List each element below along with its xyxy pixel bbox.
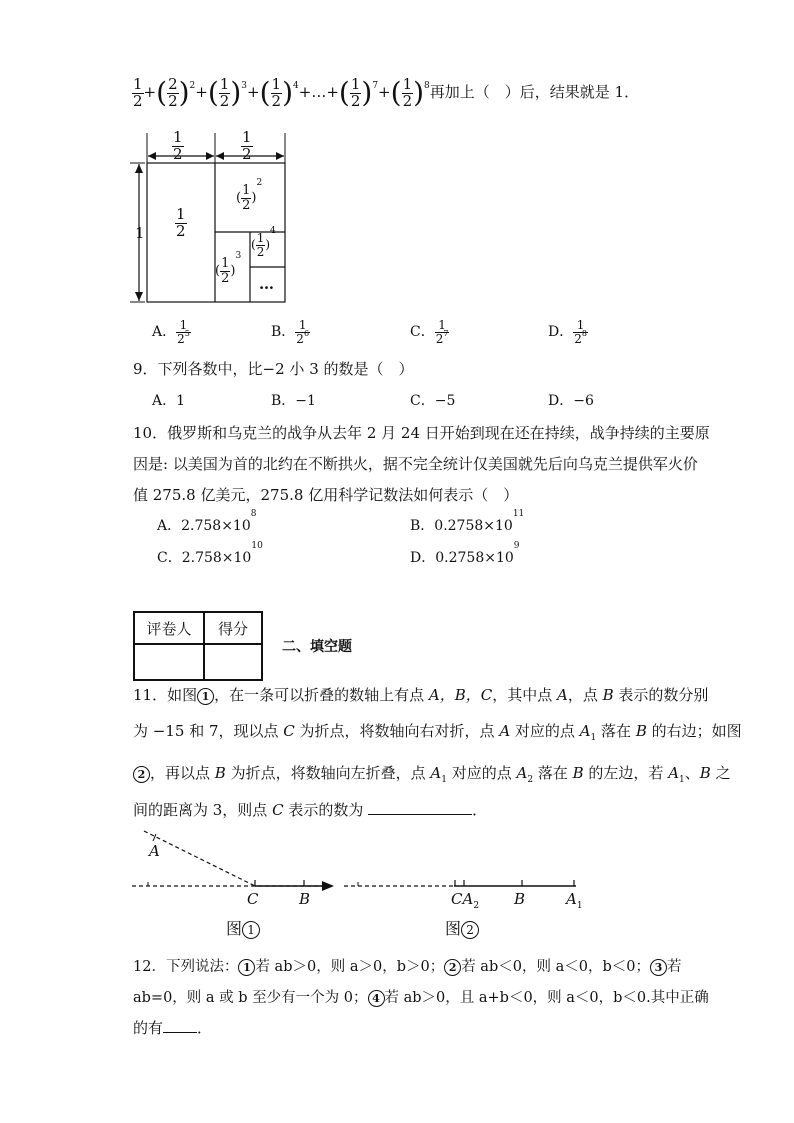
q8-option-b[interactable]: B． $\frac{1}{2^6}$	[271, 317, 310, 346]
fig2-caption: 图 2	[445, 916, 479, 939]
q11-answer-blank[interactable]	[368, 800, 472, 815]
fig1-label-a: A	[149, 842, 160, 860]
fig2-label-a1: $A_1$	[566, 890, 583, 911]
fig1-label-b: B	[299, 890, 311, 908]
q9-option-d[interactable]: D．−6	[548, 393, 594, 409]
q12-line-3: 的有 ．	[133, 1019, 213, 1037]
fig-top-label-right: $\frac{1}{2}$	[242, 128, 252, 163]
score-value-cell[interactable]	[204, 644, 262, 680]
q11-line-3: 2 ，再以点 B 为折点，将数轴向左折叠，点 $A_1$ 对应的点 $A_2$ 落在 B 的左边，若 $A_1$、B 之	[133, 762, 731, 785]
score-header-grader: 评卷人	[134, 612, 204, 644]
q11-line-2: 为 −15 和 7，现以点 C 为折点，将数轴向右对折，点 A 对应的点 $A_1$ 落在 B 的右边；如图	[133, 722, 742, 743]
q8-option-a[interactable]: A． $\frac{1}{2^5}$	[152, 317, 190, 346]
q10-line-3: 值 275.8 亿美元，275.8 亿用科学记数法如何表示（ ）	[133, 486, 519, 504]
fig-cell3-label: ( $\frac{1}{2}$ )$^3$	[215, 251, 242, 286]
q12-line-1: 12．下列说法： 1 若 ab＞0，则 a＞0，b＞0； 2 若 ab＜0，则 a＜0，b＜0； 3 若	[133, 959, 682, 975]
q11-figure-1	[128, 826, 343, 911]
fig-cell2-label: ( $\frac{1}{2}$ )$^2$	[236, 178, 263, 213]
fig-cell4-label: ( $\frac{1}{2}$ )$^4$	[251, 226, 276, 259]
score-grader-cell[interactable]	[134, 644, 204, 680]
q10-line-1: 10．俄罗斯和乌克兰的战争从去年 2 月 24 日开始到现在还在持续，战争持续的主要原	[133, 424, 710, 442]
q9-option-b[interactable]: B．−1	[271, 393, 316, 409]
score-table	[133, 611, 263, 681]
fig1-label-c: C	[247, 890, 259, 908]
q9-option-c[interactable]: C．−5	[410, 393, 456, 409]
q11-line-1: 11．如图 1 ，在一条可以折叠的数轴上有点 A，B，C，其中点 A，点 B 表示的数分别	[133, 686, 709, 704]
fig2-label-ca2: $CA_2$	[451, 890, 480, 911]
q8-option-c[interactable]: C． $\frac{1}{2^7}$	[410, 317, 449, 346]
q10-option-b[interactable]: B．$0.2758\times 10^{11}$	[410, 509, 525, 534]
fig1-caption: 图 1	[226, 916, 260, 939]
fig2-label-b: B	[514, 890, 526, 908]
q12-answer-blank[interactable]	[163, 1018, 197, 1033]
q8-option-d[interactable]: D． $\frac{1}{2^8}$	[548, 317, 587, 346]
q10-line-2: 因是: 以美国为首的北约在不断拱火，据不完全统计仅美国就先后向乌克兰提供军火价	[133, 455, 698, 473]
fig-ellipsis: …	[259, 275, 274, 293]
q8-expression: $\frac{1}{2}$ +( $\frac{2}{2}$ )$^2$+( $\frac{1}{2}$ )$^3$+( $\frac{1}{2}$ )$^4$+…+( $\frac{1}{2}$ )$^7$+( $\frac{1}{2}$ )$^8$再加上（ ）后，结果就是 1．	[133, 74, 640, 110]
fig-side-label: 1	[135, 224, 145, 242]
q9-option-a[interactable]: A．1	[152, 393, 186, 409]
q8-tail-text: 再加上（ ）后，结果就是 1．	[429, 83, 640, 101]
q10-option-a[interactable]: A．$2.758\times 10^8$	[157, 509, 257, 534]
q12-line-2: ab=0，则 a 或 b 至少有一个为 0； 4 若 ab＞0，且 a+b＜0，则 a＜0，b＜0.其中正确	[133, 990, 709, 1006]
fig-big-cell-label: $\frac{1}{2}$	[176, 205, 186, 240]
q10-option-d[interactable]: D．$0.2758\times 10^9$	[410, 541, 520, 566]
fig-top-label-left: $\frac{1}{2}$	[173, 128, 183, 163]
section-title: 二、填空题	[282, 639, 352, 655]
q11-line-4: 间的距离为 3，则点 C 表示的数为 ．	[133, 801, 488, 819]
q9-stem: 9．下列各数中，比−2 小 3 的数是（ ）	[133, 360, 414, 378]
q10-option-c[interactable]: C．$2.758\times 10^{10}$	[157, 541, 263, 566]
frac-term-1: $\frac{1}{2}$	[133, 74, 143, 110]
score-header-score: 得分	[204, 612, 262, 644]
